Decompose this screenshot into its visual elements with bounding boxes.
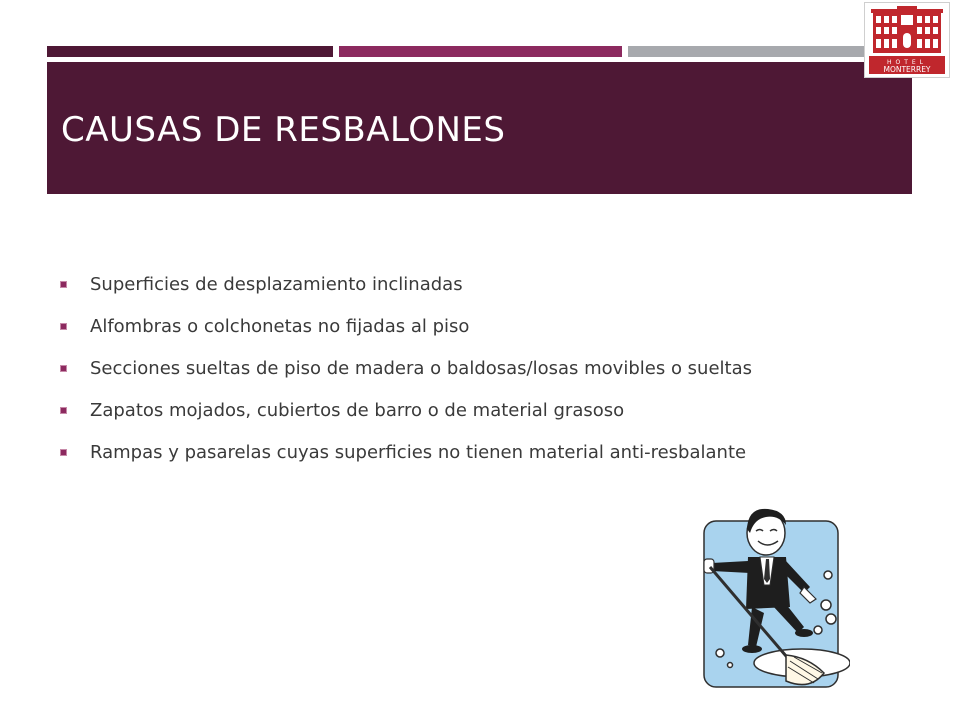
logo-line-monterrey: MONTERREY — [883, 65, 931, 74]
hotel-logo — [864, 2, 950, 78]
bullet-item — [60, 310, 752, 352]
bullet-text: Superficies de desplazamiento inclinadas — [90, 274, 463, 295]
top-accent-bar-magenta — [339, 46, 622, 57]
square-bullet-icon — [60, 449, 67, 456]
hotel-building-icon — [865, 3, 949, 77]
bullet-item — [60, 352, 752, 394]
bullet-list — [60, 268, 752, 478]
square-bullet-icon — [60, 407, 67, 414]
logo-line-hotel: HOTEL — [886, 59, 928, 66]
bullet-text: Rampas y pasarelas cuyas superficies no tienen material anti-resbalante — [90, 442, 747, 463]
slide-title: CAUSAS DE RESBALONES — [61, 110, 506, 150]
square-bullet-icon — [60, 323, 67, 330]
square-bullet-icon — [60, 365, 67, 372]
title-band — [47, 62, 912, 194]
bullet-item — [60, 268, 752, 310]
bullet-text: Zapatos mojados, cubiertos de barro o de material grasoso — [90, 400, 625, 421]
square-bullet-icon — [60, 281, 67, 288]
bullet-text: Alfombras o colchonetas no fijadas al piso — [90, 316, 470, 337]
top-accent-bar-dark — [47, 46, 333, 57]
bullet-item — [60, 436, 752, 478]
top-accent-bar-gray — [628, 46, 864, 57]
man-mopping-floor-icon — [690, 495, 850, 695]
bullet-text: Secciones sueltas de piso de madera o baldosas/losas movibles o sueltas — [90, 358, 753, 379]
bullet-item — [60, 394, 752, 436]
